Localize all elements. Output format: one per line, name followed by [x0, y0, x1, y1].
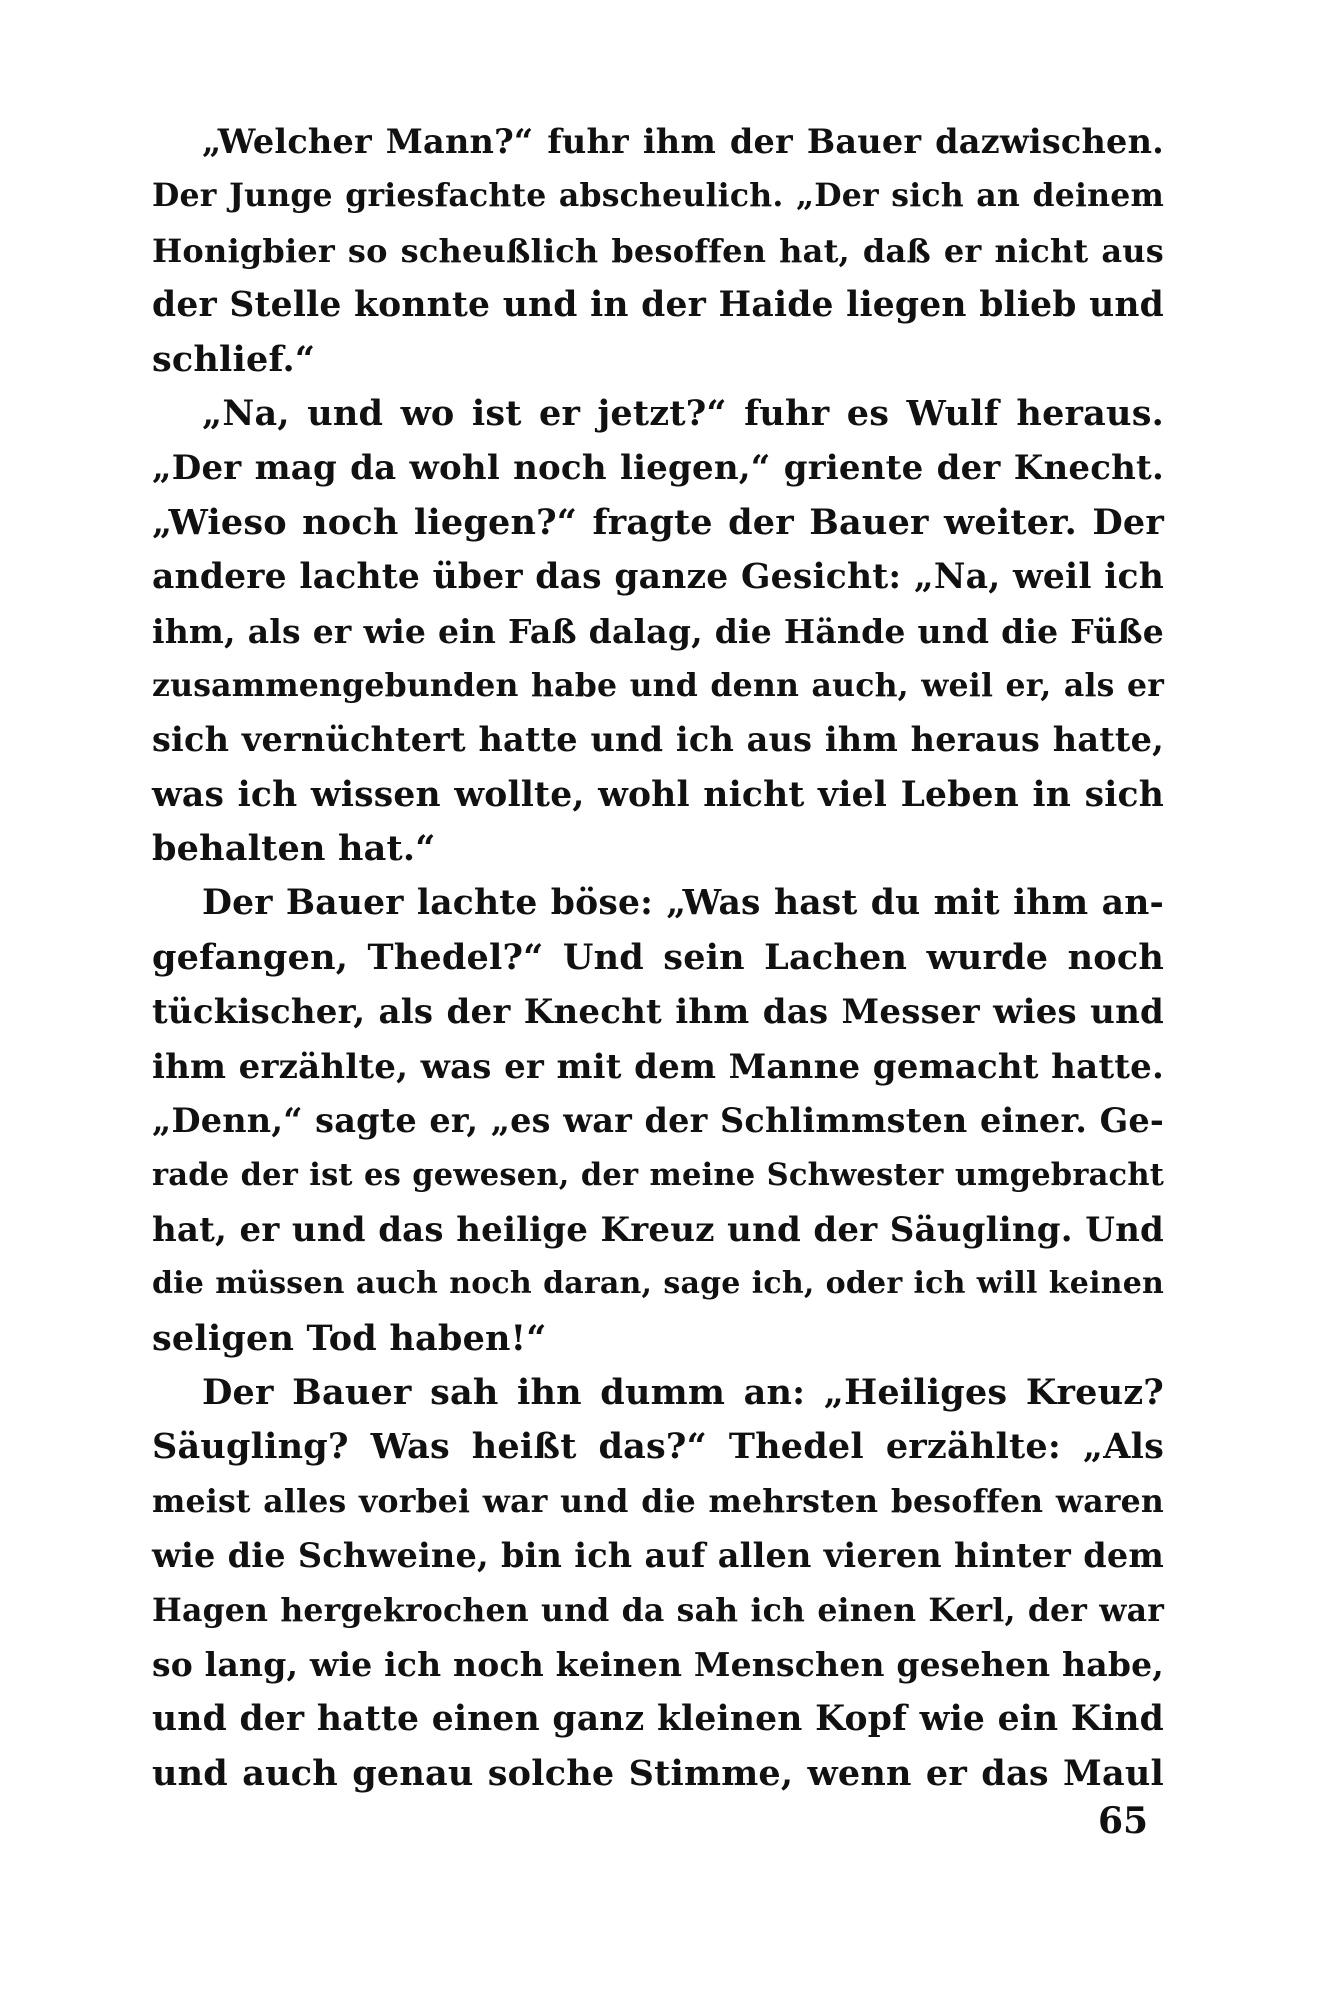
text-line: der Stelle konnte und in der Haide liegen blieb und	[152, 285, 1164, 326]
text-line: wie die Schweine, bin ich auf allen vieren hinter dem	[152, 1536, 1164, 1576]
text-line: Der Junge griesfachte abscheulich. „Der sich an deinem	[152, 177, 1164, 215]
text-line: „Na, und wo ist er jetzt?“ fuhr es Wulf heraus.	[202, 392, 1164, 434]
text-line: schlief.“	[152, 338, 316, 380]
text-line: „Wieso noch liegen?“ fragte der Bauer weiter. Der	[152, 501, 1164, 543]
page-number: 65	[1098, 1800, 1149, 1842]
text-line: hat, er und das heilige Kreuz und der Säugling. Und	[152, 1209, 1164, 1250]
text-line: Hagen hergekrochen und da sah ich einen Kerl, der war	[152, 1591, 1164, 1629]
text-line: rade der ist es gewesen, der meine Schwester umgebracht	[152, 1157, 1164, 1194]
text-line: was ich wissen wollte, wohl nicht viel Leben in sich	[152, 774, 1164, 815]
text-line: die müssen auch noch daran, sage ich, oder ich will keinen	[152, 1266, 1164, 1302]
text-line: „Welcher Mann?“ fuhr ihm der Bauer dazwischen.	[202, 122, 1164, 161]
text-line: ihm erzählte, was er mit dem Manne gemacht hatte.	[152, 1046, 1164, 1087]
text-line: und auch genau solche Stimme, wenn er das Maul	[152, 1752, 1164, 1794]
text-line: „Der mag da wohl noch liegen,“ griente der Knecht.	[152, 448, 1164, 489]
text-line: und der hatte einen ganz kleinen Kopf wie ein Kind	[152, 1699, 1164, 1740]
text-line: Säugling? Was heißt das?“ Thedel erzählte: „Als	[152, 1426, 1164, 1468]
text-line: so lang, wie ich noch keinen Menschen gesehen habe,	[152, 1644, 1164, 1684]
text-line: „Denn,“ sagte er, „es war der Schlimmsten einer. Ge-	[152, 1101, 1164, 1141]
text-line: seligen Tod haben!“	[152, 1317, 547, 1359]
text-line: meist alles vorbei war und die mehrsten besoffen waren	[152, 1482, 1164, 1520]
text-line: Honigbier so scheußlich besoffen hat, daß er nicht aus	[152, 231, 1164, 270]
text-line: ihm, als er wie ein Faß dalag, die Hände und die Füße	[152, 611, 1164, 651]
text-line: andere lachte über das ganze Gesicht: „Na, weil ich	[152, 557, 1164, 598]
text-line: tückischer, als der Knecht ihm das Messer wies und	[152, 992, 1164, 1033]
text-line: behalten hat.“	[152, 828, 436, 870]
body-text	[152, 115, 1164, 1801]
text-line: sich vernüchtert hatte und ich aus ihm heraus hatte,	[152, 720, 1164, 760]
text-line: gefangen, Thedel?“ Und sein Lachen wurde noch	[152, 936, 1164, 978]
text-line: Der Bauer lachte böse: „Was hast du mit ihm an-	[202, 883, 1164, 924]
text-line: zusammengebunden habe und denn auch, weil er, als er	[152, 666, 1164, 704]
text-line: Der Bauer sah ihn dumm an: „Heiliges Kreuz?	[202, 1371, 1164, 1413]
